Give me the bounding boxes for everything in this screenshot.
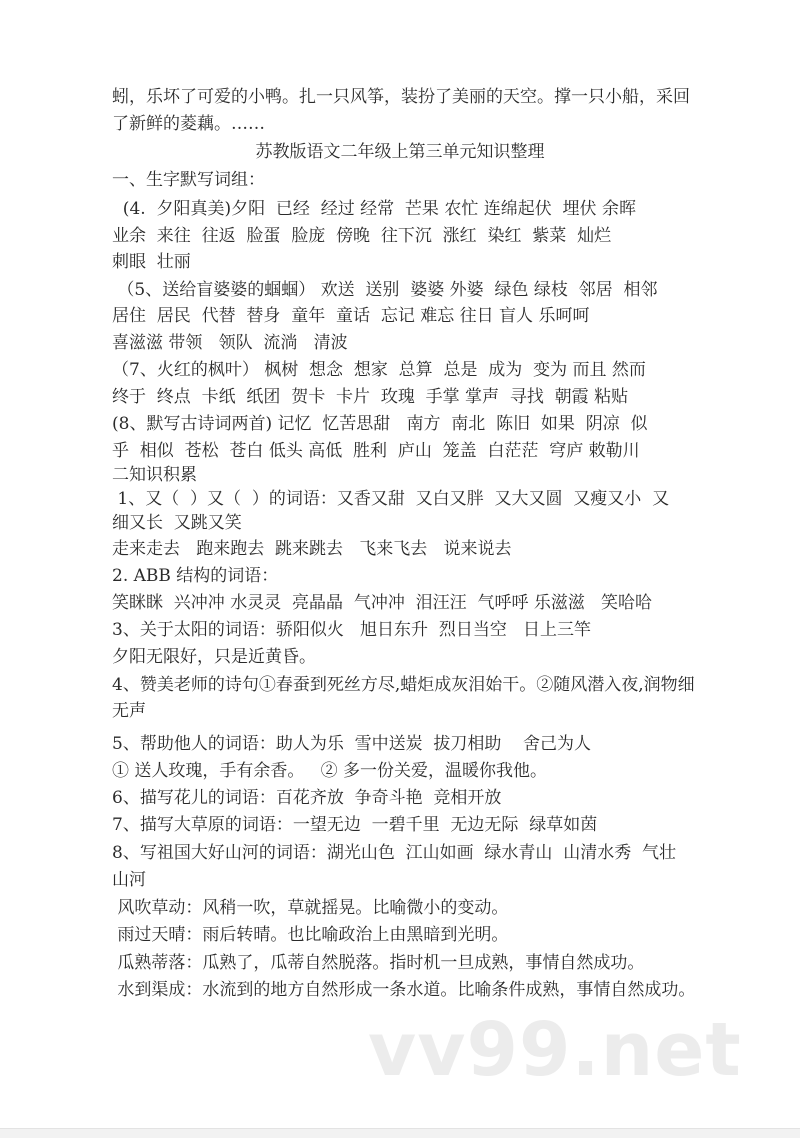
text-line: 夕阳无限好，只是近黄昏。 bbox=[112, 647, 316, 667]
text-line: 6、描写花儿的词语：百花齐放 争奇斗艳 竞相开放 bbox=[112, 788, 502, 808]
text-line: （7、火红的枫叶） 枫树 想念 想家 总算 总是 成为 变为 而且 然而 bbox=[112, 360, 646, 380]
text-line: 刺眼 壮丽 bbox=[112, 252, 191, 272]
text-line: 笑眯眯 兴冲冲 水灵灵 亮晶晶 气冲冲 泪汪汪 气呼呼 乐滋滋 笑哈哈 bbox=[112, 593, 653, 613]
watermark: vv99.net bbox=[368, 1007, 742, 1093]
text-line: 终于 终点 卡纸 纸团 贺卡 卡片 玫瑰 手掌 掌声 寻找 朝霞 粘贴 bbox=[112, 387, 629, 407]
text-line: 8、写祖国大好山河的词语：湖光山色 江山如画 绿水青山 山清水秀 气壮 bbox=[112, 843, 677, 863]
text-line: (4. 夕阳真美)夕阳 已经 经过 经常 芒果 农忙 连绵起伏 埋伏 余晖 bbox=[112, 199, 636, 219]
text-line: 7、描写大草原的词语：一望无边 一碧千里 无边无际 绿草如茵 bbox=[112, 815, 598, 835]
text-line: 雨过天晴：雨后转晴。也比喻政治上由黑暗到光明。 bbox=[112, 925, 509, 945]
text-line: (8、默写古诗词两首) 记忆 忆苦思甜 南方 南北 陈旧 如果 阴凉 似 bbox=[112, 414, 648, 434]
text-line: 1、又（ ）又（ ）的词语：又香又甜 又白又胖 又大又圆 又瘦又小 又 bbox=[112, 489, 670, 509]
text-line: 蚓，乐坏了可爱的小鸭。扎一只风筝，装扮了美丽的天空。撑一只小船，采回 bbox=[112, 87, 690, 107]
text-line: （5、送给盲婆婆的蝈蝈） 欢送 送别 婆婆 外婆 绿色 绿枝 邻居 相邻 bbox=[112, 280, 658, 300]
text-line: 乎 相似 苍松 苍白 低头 高低 胜利 庐山 笼盖 白茫茫 穹庐 敕勒川 bbox=[112, 441, 640, 461]
text-line: 山河 bbox=[112, 870, 146, 890]
text-line: 水到渠成：水流到的地方自然形成一条水道。比喻条件成熟，事情自然成功。 bbox=[112, 980, 696, 1000]
text-line: 居住 居民 代替 替身 童年 童话 忘记 难忘 往日 盲人 乐呵呵 bbox=[112, 306, 590, 326]
text-line: 了新鲜的菱藕。…… bbox=[112, 114, 265, 134]
text-line: 喜滋滋 带领 领队 流淌 清波 bbox=[112, 333, 348, 353]
text-line: 无声 bbox=[112, 701, 146, 721]
section-heading: 二知识积累 bbox=[112, 465, 197, 485]
document-title: 苏教版语文二年级上第三单元知识整理 bbox=[255, 142, 545, 162]
text-line: 5、帮助他人的词语：助人为乐 雪中送炭 拔刀相助 舍己为人 bbox=[112, 734, 592, 754]
text-line: 瓜熟蒂落：瓜熟了，瓜蒂自然脱落。指时机一旦成熟，事情自然成功。 bbox=[112, 953, 645, 973]
text-line: 风吹草动：风稍一吹，草就摇晃。比喻微小的变动。 bbox=[112, 898, 509, 918]
text-line: ① 送人玫瑰，手有余香。 ② 多一份关爱，温暖你我他。 bbox=[112, 761, 548, 781]
text-line: 走来走去 跑来跑去 跳来跳去 飞来飞去 说来说去 bbox=[112, 539, 512, 559]
section-heading: 一、生字默写词组： bbox=[112, 170, 265, 190]
text-line: 4、赞美老师的诗句①春蚕到死丝方尽,蜡炬成灰泪始干。②随风潜入夜,润物细 bbox=[112, 675, 695, 695]
text-line: 细又长 又跳又笑 bbox=[112, 513, 242, 533]
text-line: 3、关于太阳的词语：骄阳似火 旭日东升 烈日当空 日上三竿 bbox=[112, 620, 592, 640]
text-line: 2. ABB 结构的词语： bbox=[112, 566, 279, 586]
text-line: 业余 来往 往返 脸蛋 脸庞 傍晚 往下沉 涨红 染红 紫菜 灿烂 bbox=[112, 226, 612, 246]
